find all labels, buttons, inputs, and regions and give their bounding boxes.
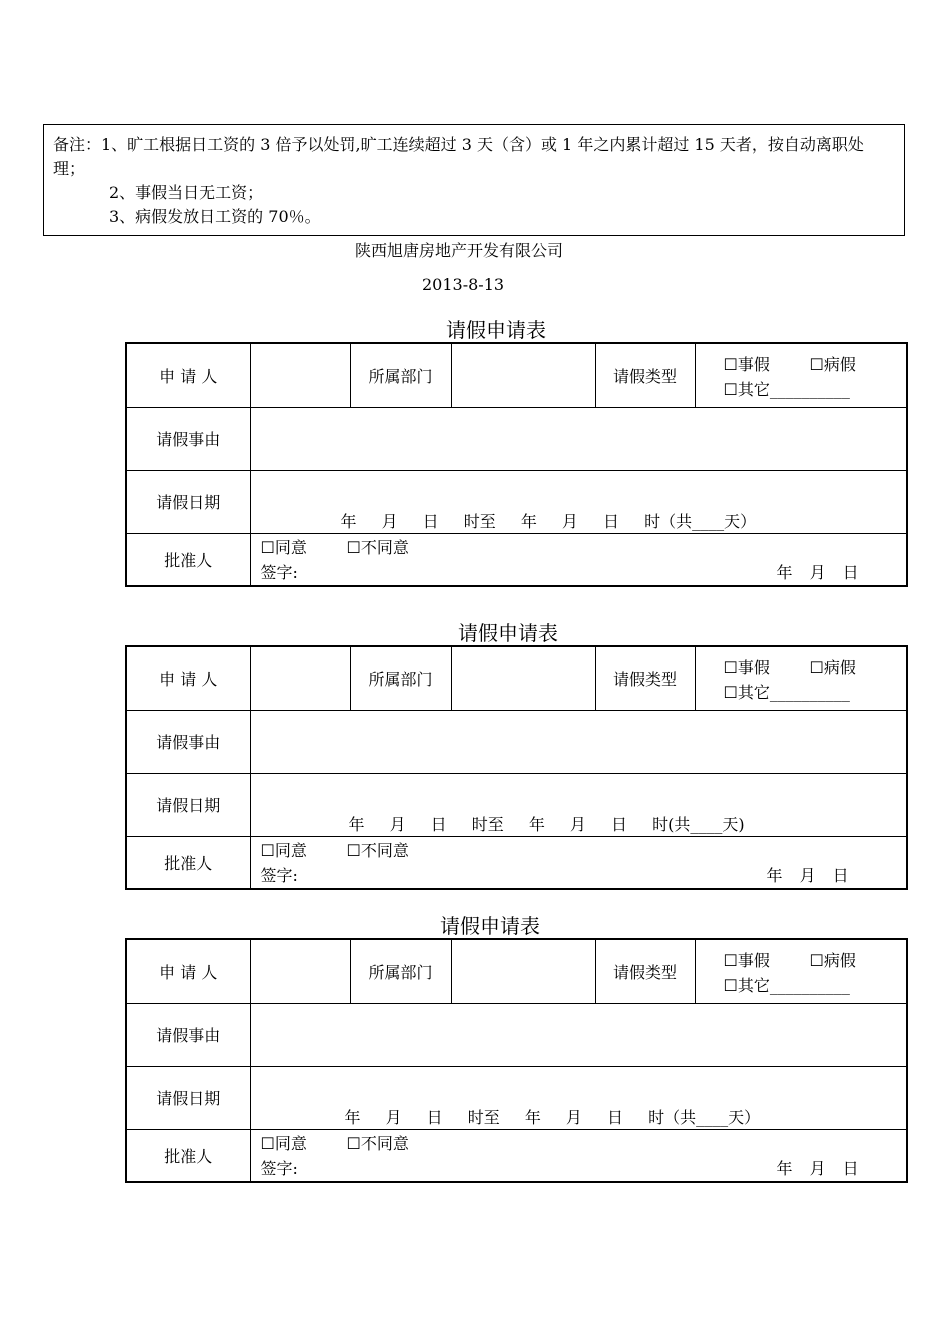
department-field[interactable]	[451, 939, 595, 1003]
leave-type-label: 请假类型	[595, 343, 695, 407]
remark-line-1: 备注：1、旷工根据日工资的 3 倍予以处罚,旷工连续超过 3 天（含）或 1 年之内累计超过 15 天者，按自动离职处理；	[53, 135, 864, 178]
leave-request-form	[125, 938, 908, 1183]
signature-date: 年 月 日	[776, 1158, 859, 1178]
leave-type-label: 请假类型	[595, 646, 695, 710]
checkbox-other-leave[interactable]: ☐其它__________	[723, 380, 850, 399]
department-field[interactable]	[451, 343, 595, 407]
date-range-line: 年 月 日 时至 年 月 日 时(共____天)	[348, 814, 745, 834]
leave-type-label: 请假类型	[595, 939, 695, 1003]
signature-label: 签字:	[260, 865, 298, 885]
applicant-label: 申 请 人	[126, 343, 250, 407]
reason-field[interactable]	[250, 1003, 907, 1066]
checkbox-disagree[interactable]: ☐不同意	[346, 537, 409, 557]
approval-field	[250, 1129, 907, 1182]
applicant-label: 申 请 人	[126, 646, 250, 710]
dates-label: 请假日期	[126, 773, 250, 836]
checkbox-agree[interactable]: ☐同意	[260, 1133, 307, 1153]
approver-label: 批准人	[126, 1129, 250, 1182]
form-title: 请假申请表	[440, 914, 540, 938]
checkbox-sick-leave[interactable]: ☐病假	[809, 951, 856, 970]
signature-label: 签字:	[260, 1158, 298, 1178]
checkbox-other-leave[interactable]: ☐其它__________	[723, 683, 850, 702]
checkbox-agree[interactable]: ☐同意	[260, 840, 307, 860]
applicant-field[interactable]	[250, 939, 350, 1003]
approver-label: 批准人	[126, 836, 250, 889]
date-range-line: 年 月 日 时至 年 月 日 时（共____天）	[340, 511, 757, 531]
checkbox-personal-leave[interactable]: ☐事假	[723, 355, 770, 374]
signature-date: 年 月 日	[776, 562, 859, 582]
leave-type-options	[695, 939, 907, 1003]
leave-request-form	[125, 342, 908, 587]
approval-field	[250, 836, 907, 889]
reason-field[interactable]	[250, 407, 907, 470]
signature-date: 年 月 日	[766, 865, 849, 885]
applicant-field[interactable]	[250, 646, 350, 710]
remark-line-2: 2、事假当日无工资；	[109, 183, 264, 202]
form-title: 请假申请表	[446, 318, 546, 342]
signature-label: 签字:	[260, 562, 298, 582]
department-field[interactable]	[451, 646, 595, 710]
reason-label: 请假事由	[126, 407, 250, 470]
approver-label: 批准人	[126, 533, 250, 586]
checkbox-other-leave[interactable]: ☐其它__________	[723, 976, 850, 995]
checkbox-disagree[interactable]: ☐不同意	[346, 840, 409, 860]
form-title: 请假申请表	[458, 621, 558, 645]
checkbox-sick-leave[interactable]: ☐病假	[809, 355, 856, 374]
leave-type-options	[695, 646, 907, 710]
company-name: 陕西旭唐房地产开发有限公司	[355, 241, 564, 260]
reason-label: 请假事由	[126, 710, 250, 773]
checkbox-disagree[interactable]: ☐不同意	[346, 1133, 409, 1153]
document-date: 2013-8-13	[422, 275, 505, 294]
remarks-box	[43, 124, 905, 236]
applicant-label: 申 请 人	[126, 939, 250, 1003]
dates-label: 请假日期	[126, 470, 250, 533]
department-label: 所属部门	[350, 343, 451, 407]
reason-label: 请假事由	[126, 1003, 250, 1066]
date-range-line: 年 月 日 时至 年 月 日 时（共____天）	[344, 1107, 761, 1127]
reason-field[interactable]	[250, 710, 907, 773]
checkbox-personal-leave[interactable]: ☐事假	[723, 951, 770, 970]
department-label: 所属部门	[350, 646, 451, 710]
applicant-field[interactable]	[250, 343, 350, 407]
leave-request-form	[125, 645, 908, 890]
checkbox-sick-leave[interactable]: ☐病假	[809, 658, 856, 677]
leave-type-options	[695, 343, 907, 407]
department-label: 所属部门	[350, 939, 451, 1003]
dates-label: 请假日期	[126, 1066, 250, 1129]
dates-field[interactable]	[250, 470, 907, 533]
remark-line-3: 3、病假发放日工资的 70％。	[109, 207, 321, 226]
checkbox-personal-leave[interactable]: ☐事假	[723, 658, 770, 677]
dates-field[interactable]	[250, 773, 907, 836]
approval-field	[250, 533, 907, 586]
checkbox-agree[interactable]: ☐同意	[260, 537, 307, 557]
dates-field[interactable]	[250, 1066, 907, 1129]
